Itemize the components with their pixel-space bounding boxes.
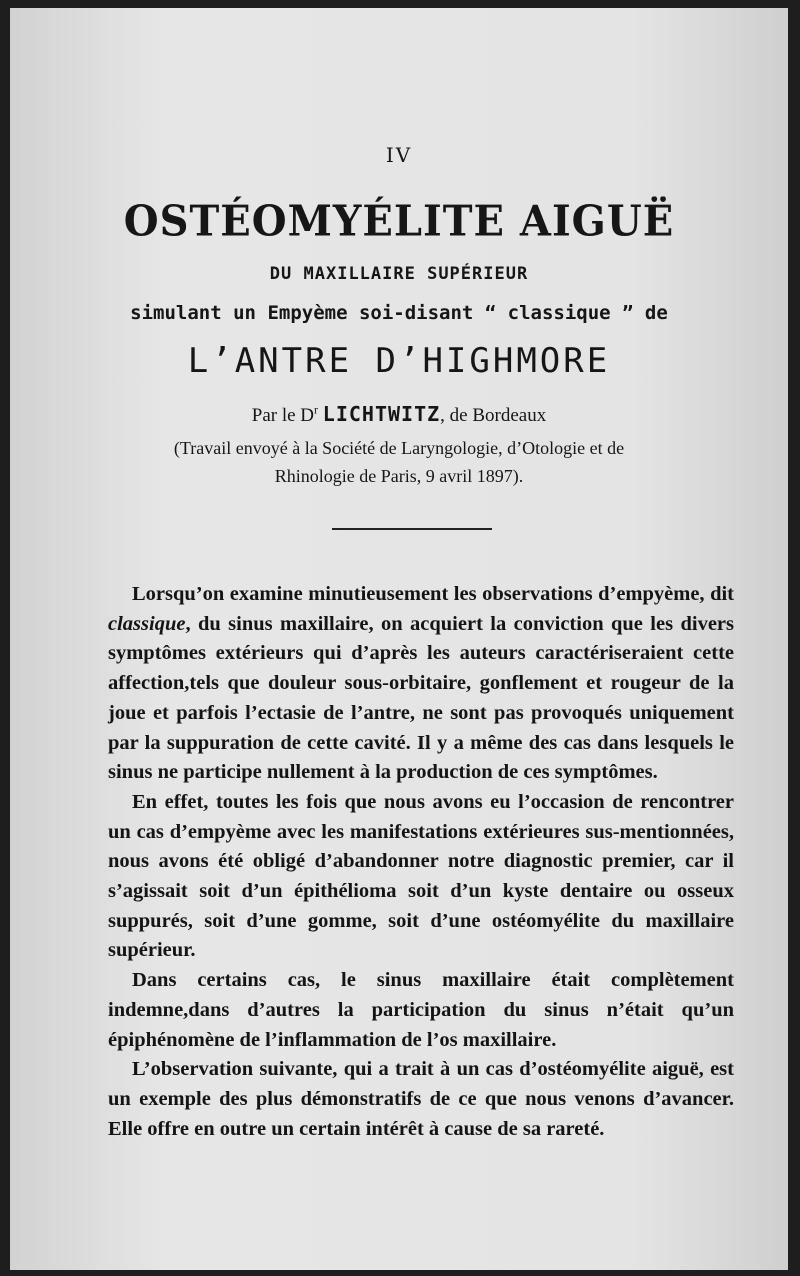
subtitle: DU MAXILLAIRE SUPÉRIEUR (269, 264, 529, 284)
byline-dr-sup: r (314, 402, 319, 417)
simulant-line: simulant un Empyème soi-disant “ classique ” de (130, 302, 668, 324)
paragraph-1 (108, 580, 734, 788)
chapter-number: IV (385, 143, 413, 167)
note-line-1: (Travail envoyé à la Société de Laryngologie, d’Otologie et de (173, 438, 625, 458)
paragraph-1-after: , du sinus maxillaire, on acquiert la conviction que les divers symptômes extérieurs qui d’après les auteurs caractériseraient cette affection,tels que douleur sous-orbitaire, gonflement et rougeur de la joue et parfois l’ectasie de l’antre, ne sont pas provoqués uniquement par la suppuration de cette cavité. Il y a même des cas dans lesquels le sinus ne participe nullement à la production de ces symptômes. (108, 612, 734, 784)
paragraph-4: L’observation suivante, qui a trait à un cas d’ostéomyélite aiguë, est un exemple des plus démonstratifs de ce que nous venons d’avancer. Elle offre en outre un certain intérêt à cause de sa rareté. (108, 1058, 734, 1140)
note-line-2: Rhinologie de Paris, 9 avril 1897). (274, 466, 524, 486)
paragraph-1-before: Lorsqu’on examine minutieusement les observations d’empyème, dit (132, 583, 734, 605)
antre-heading: L’ANTRE D’HIGHMORE (187, 341, 611, 381)
byline (10, 402, 788, 427)
paragraph-2: En effet, toutes les fois que nous avons eu l’occasion de rencontrer un cas d’empyème avec les manifestations extérieures sus-mentionnées, nous avons été obligé d’abandonner notre diagnostic premier, car il s’agissait soit d’un épithélioma soit d’un kyste dentaire ou osseux suppurés, soit d’une gomme, soit d’une ostéomyélite du maxillaire supérieur. (108, 790, 734, 962)
paragraph-1-italic: classique (108, 612, 186, 635)
paragraph-3: Dans certains cas, le sinus maxillaire était complètement indemne,dans d’autres la participation du sinus n’était qu’un épiphénomène de l’inflammation de l’os maxillaire. (108, 969, 734, 1051)
body-text (108, 580, 734, 1144)
book-page (10, 8, 788, 1270)
byline-suffix: , de Bordeaux (440, 405, 547, 426)
author-name: LICHTWITZ (322, 402, 441, 426)
section-divider (332, 528, 492, 530)
byline-prefix: Par le D (251, 405, 315, 426)
page-title: OSTÉOMYÉLITE AIGUË (123, 196, 675, 247)
